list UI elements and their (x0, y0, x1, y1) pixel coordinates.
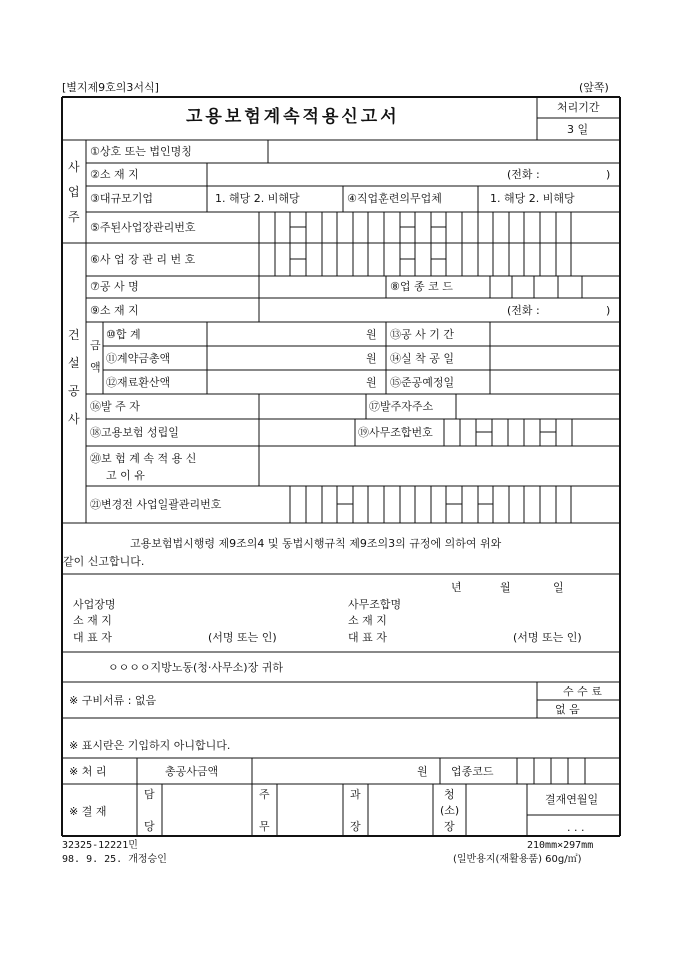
office-industry-code-label: 업종코드 (451, 765, 494, 778)
site-mgmt-no-boxes[interactable] (260, 244, 570, 275)
insurance-date-label: ⑱고용보험 성립일 (90, 426, 179, 439)
processing-row-label: ※ 처 리 (69, 765, 107, 778)
declaration-text-1: 고용보험법시행령 제9조의4 및 동법시행규칙 제9조의3의 규정에 의하여 위와 (130, 537, 502, 550)
date-month: 월 (500, 581, 511, 594)
project-name-label: ⑦공 사 명 (90, 280, 139, 293)
orderer-field[interactable] (262, 398, 362, 414)
total-label: ⑩합 계 (106, 328, 141, 341)
business-address-label: 소 재 지 (73, 614, 112, 627)
footer-paper: (일반용지(재활용품) 60g/㎡) (453, 854, 582, 865)
site-phone-close: ) (606, 304, 611, 317)
address-field[interactable] (211, 168, 491, 184)
employer-label-1: 사 (68, 160, 80, 174)
amount-label-1: 금 (90, 339, 101, 352)
amount-label-2: 액 (90, 361, 101, 374)
reason-label-line1: ⑳보 험 계 속 적 용 신 (90, 452, 197, 465)
office-use-note: ※ 표시란은 기입하지 아니합니다. (69, 739, 231, 752)
fee-value: 없 음 (555, 703, 580, 716)
orderer-label: ⑯발 주 자 (90, 400, 140, 413)
recipient: ㅇㅇㅇㅇ지방노동(청·사무소)장 귀하 (108, 661, 283, 674)
site-address-field[interactable] (262, 302, 492, 318)
processing-value: 3 일 (567, 123, 589, 136)
footer-size: 210mm×297mm (527, 840, 594, 851)
approver-1-bottom: 당 (144, 820, 155, 833)
large-company-label: ③대규모기업 (90, 192, 153, 205)
approver-4-middle: (소) (440, 804, 460, 817)
phone-close: ) (606, 168, 611, 181)
orderer-address-label: ⑰발주자주소 (369, 400, 434, 413)
footer-code: 32325-12221민 (62, 840, 138, 851)
approval-date-value: . . . (567, 821, 585, 834)
approver-4-bottom: 장 (444, 820, 455, 833)
material-won: 원 (366, 376, 377, 389)
address-label: ②소 재 지 (90, 168, 139, 181)
material-label: ⑫재료환산액 (106, 376, 171, 389)
reason-field[interactable] (262, 450, 616, 482)
site-mgmt-no-label: ⑥사 업 장 관 리 번 호 (90, 253, 196, 266)
previous-no-label: ㉑변경전 사업일괄관리번호 (90, 498, 222, 511)
agency-no-label: ⑲사무조합번호 (358, 426, 433, 439)
large-company-options[interactable]: 1. 해당 2. 비해당 (215, 192, 300, 205)
approver-3-top: 과 (350, 788, 361, 801)
total-won: 원 (366, 328, 377, 341)
approval-date-label: 결재연월일 (545, 793, 599, 806)
project-name-field[interactable] (262, 279, 382, 295)
contract-won: 원 (366, 352, 377, 365)
agency-address-label: 소 재 지 (348, 614, 387, 627)
company-name-field[interactable] (272, 145, 616, 161)
total-amount-label: 총공사금액 (165, 765, 219, 778)
processing-label: 처리기간 (557, 101, 600, 114)
page-title: 고용보험계속적용신고서 (186, 107, 400, 127)
footer-approval: 98. 9. 25. 개정승인 (62, 854, 167, 865)
total-amount-won: 원 (417, 765, 428, 778)
employer-label-2: 업 (68, 185, 80, 199)
industry-code-label: ⑧업 종 코 드 (390, 280, 453, 293)
construction-label-3: 공 (68, 384, 80, 398)
training-options[interactable]: 1. 해당 2. 비해당 (490, 192, 575, 205)
approver-2-top: 주 (259, 788, 270, 801)
main-business-no-boxes[interactable] (260, 213, 570, 242)
company-name-label: ①상호 또는 법인명칭 (90, 145, 192, 158)
period-label: ⑬공 사 기 간 (390, 328, 454, 341)
approver-1-top: 담 (144, 788, 155, 801)
site-address-label: ⑨소 재 지 (90, 304, 139, 317)
form-number: [별지제9호의3서식] (62, 81, 159, 94)
date-year: 년 (451, 581, 462, 594)
business-name-label: 사업장명 (73, 598, 116, 611)
approval-row-label: ※ 결 재 (69, 805, 107, 818)
agency-representative-label: 대 표 자 (348, 631, 387, 644)
phone-label: (전화 : (507, 168, 540, 181)
declaration-text-2: 같이 신고합니다. (63, 555, 145, 568)
date-day: 일 (553, 581, 564, 594)
construction-label-1: 건 (68, 328, 80, 342)
fee-label: 수 수 료 (563, 685, 602, 698)
approver-2-bottom: 무 (259, 820, 270, 833)
agency-name-label: 사무조합명 (348, 598, 402, 611)
representative-label: 대 표 자 (73, 631, 112, 644)
contract-label: ⑪계약금총액 (106, 352, 171, 365)
approver-3-bottom: 장 (350, 820, 361, 833)
main-business-no-label: ⑤주된사업장관리번호 (90, 221, 196, 234)
construction-label-4: 사 (68, 412, 80, 426)
training-label: ④직업훈련의무업체 (347, 192, 442, 205)
construction-label-2: 설 (68, 356, 80, 370)
page-side: (앞쪽) (579, 81, 609, 94)
completion-label: ⑮준공예정일 (390, 376, 455, 389)
site-phone-label: (전화 : (507, 304, 540, 317)
representative-signature[interactable]: (서명 또는 인) (208, 631, 277, 644)
approver-4-top: 청 (444, 788, 455, 801)
reason-label-line2: 고 이 유 (106, 469, 145, 482)
required-documents: ※ 구비서류 : 없음 (69, 694, 157, 707)
start-label: ⑭실 착 공 일 (390, 352, 454, 365)
agency-signature[interactable]: (서명 또는 인) (513, 631, 582, 644)
employer-label-3: 주 (68, 210, 80, 224)
